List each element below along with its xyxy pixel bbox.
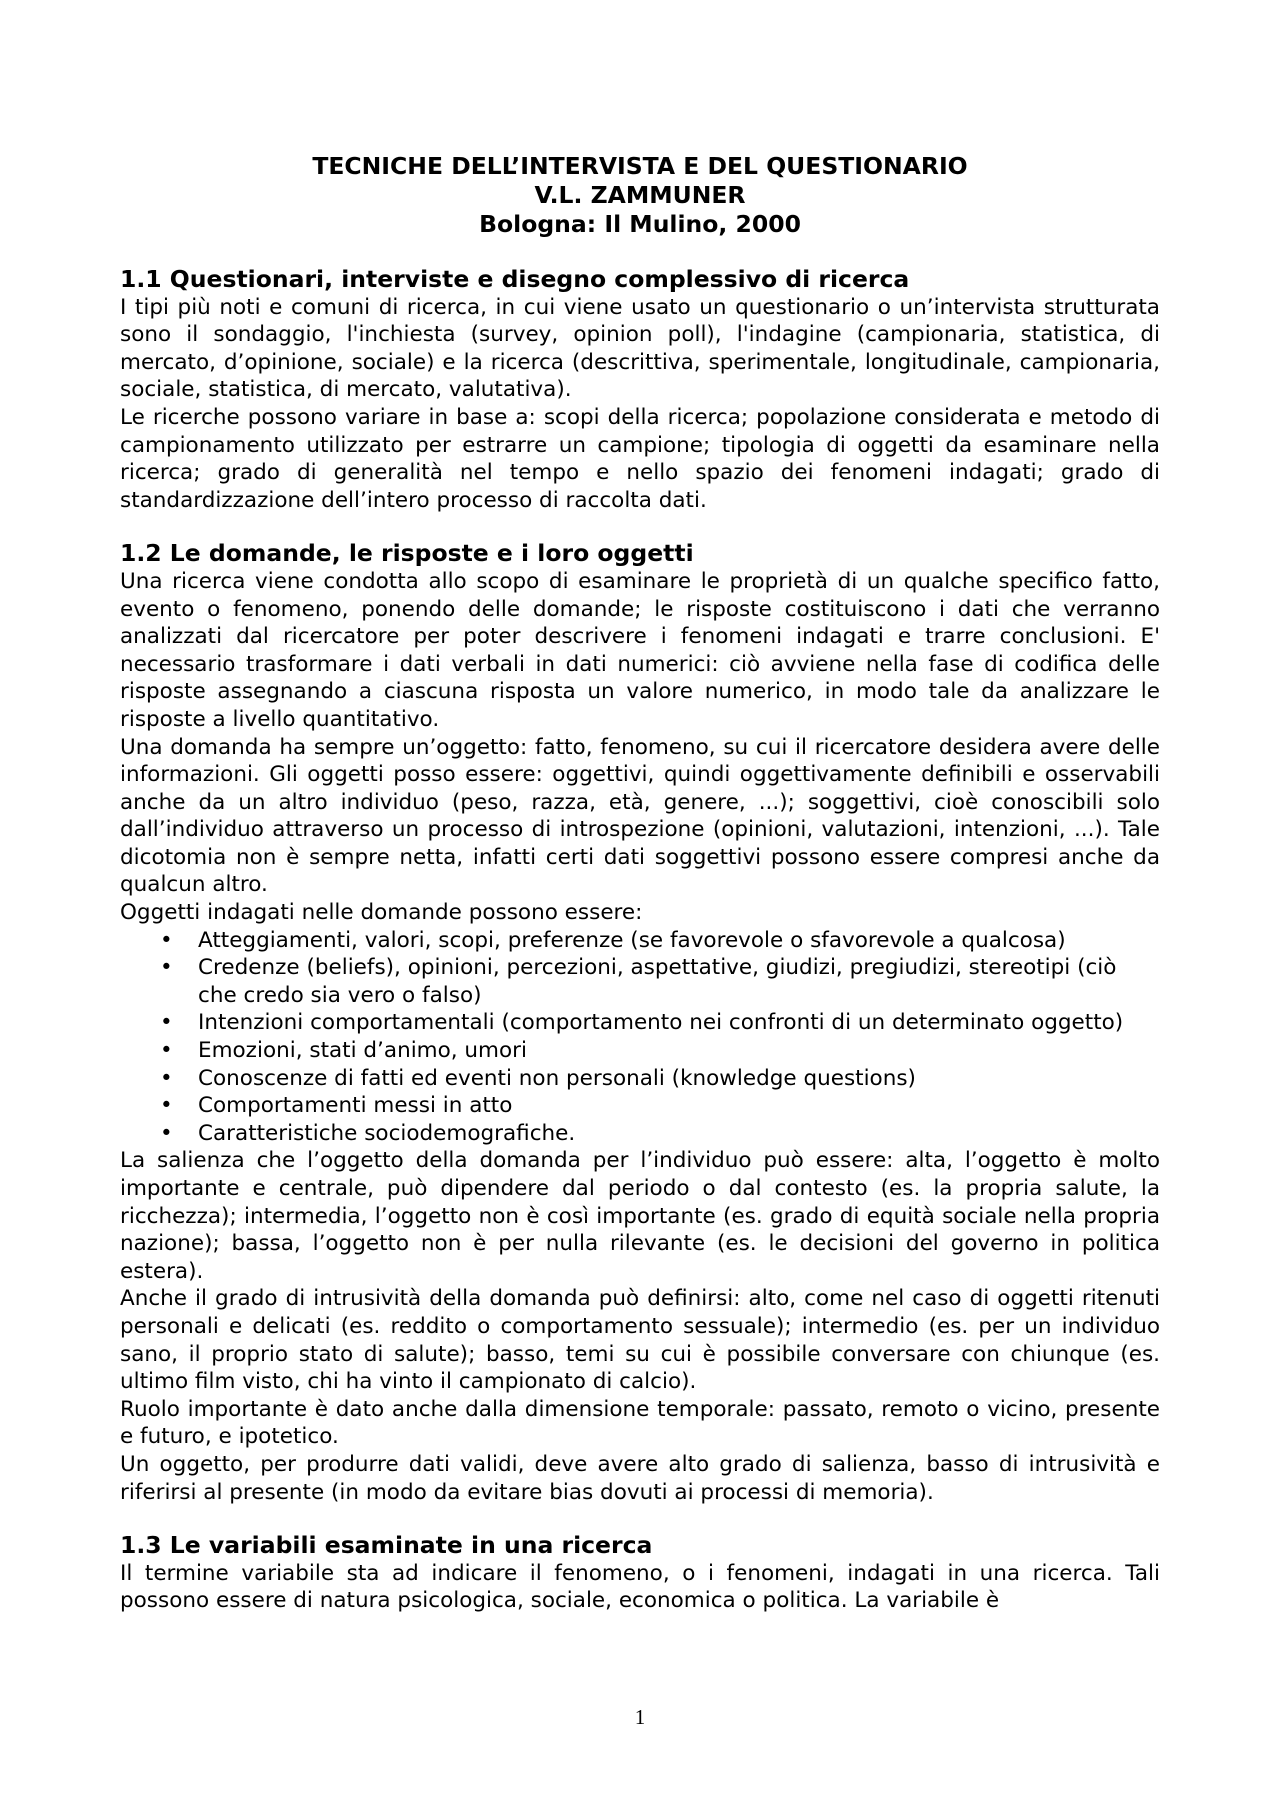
bullet-list	[120, 927, 1160, 1148]
document-publisher: Bologna: Il Mulino, 2000	[479, 210, 801, 238]
document-author: V.L. ZAMMUNER	[534, 181, 746, 209]
list-item	[120, 1037, 1160, 1065]
list-item-text: Atteggiamenti, valori, scopi, preferenze (se favorevole o sfavorevole a qualcosa)	[198, 927, 1066, 953]
list-item-text: Caratteristiche sociodemografiche.	[198, 1120, 576, 1146]
paragraph: La salienza che l’oggetto della domanda per l’individuo può essere: alta, l’oggetto è molto importante e centrale, può dipendere dal periodo o dal contesto (es. la propria salute, la ricchezza); intermedia, l’oggetto non è così importante (es. grado di equità sociale nella propria nazione); bassa, l’oggetto non è per nulla rilevante (es. le decisioni del governo in politica estera).	[120, 1148, 1160, 1284]
list-item-text: Credenze (beliefs), opinioni, percezioni, aspettative, giudizi, pregiudizi, stereotipi (ciò che credo sia vero o falso)	[198, 955, 1117, 1008]
bullet-icon: •	[160, 1120, 173, 1146]
paragraph: Ruolo importante è dato anche dalla dimensione temporale: passato, remoto o vicino, presente e futuro, e ipotetico.	[120, 1396, 1160, 1450]
list-item	[120, 1009, 1160, 1037]
bullet-icon: •	[160, 1010, 173, 1036]
section-heading-1-3: 1.3 Le variabili esaminate in una ricerca	[120, 1531, 653, 1560]
section-heading-1-1: 1.1 Questionari, interviste e disegno complessivo di ricerca	[120, 265, 910, 293]
bullet-icon: •	[160, 1093, 173, 1119]
paragraph: Oggetti indagati nelle domande possono essere:	[120, 900, 643, 926]
bullet-icon: •	[160, 927, 173, 953]
list-item	[120, 954, 1160, 1009]
section-heading-1-2: 1.2 Le domande, le risposte e i loro oggetti	[120, 539, 694, 568]
list-item-text: Intenzioni comportamentali (comportamento nei confronti di un determinato oggetto)	[198, 1010, 1124, 1036]
bullet-icon: •	[160, 1038, 173, 1064]
list-item-text: Conoscenze di fatti ed eventi non personali (knowledge questions)	[198, 1065, 916, 1091]
list-item	[120, 1120, 1160, 1148]
list-item-text: Comportamenti messi in atto	[198, 1093, 513, 1119]
list-item	[120, 927, 1160, 955]
paragraph: Anche il grado di intrusività della domanda può definirsi: alto, come nel caso di oggetti ritenuti personali e delicati (es. reddito o comportamento sessuale); intermedio (es. per un individuo sano, il proprio stato di salute); basso, temi su cui è possibile conversare con chiunque (es. ultimo film visto, chi ha vinto il campionato di calcio).	[120, 1286, 1160, 1395]
list-item	[120, 1065, 1160, 1093]
bullet-icon: •	[160, 955, 173, 981]
paragraph: Una ricerca viene condotta allo scopo di esaminare le proprietà di un qualche specifico fatto, evento o fenomeno, ponendo delle domande; le risposte costituiscono i dati che verranno analizzati dal ricercatore per poter descrivere i fenomeni indagati e trarre conclusioni. E' necessario trasformare i dati verbali in dati numerici: ciò avviene nella fase di codifica delle risposte assegnando a ciascuna risposta un valore numerico, in modo tale da analizzare le risposte a livello quantitativo.	[120, 568, 1160, 732]
bullet-icon: •	[160, 1065, 173, 1091]
paragraph: Le ricerche possono variare in base a: scopi della ricerca; popolazione considerata e metodo di campionamento utilizzato per estrarre un campione; tipologia di oggetti da esaminare nella ricerca; grado di generalità nel tempo e nello spazio dei fenomeni indagati; grado di standardizzazione dell’intero processo di raccolta dati.	[120, 404, 1160, 513]
document-title: TECNICHE DELL’INTERVISTA E DEL QUESTIONARIO	[312, 152, 968, 180]
list-item-text: Emozioni, stati d’animo, umori	[198, 1038, 527, 1064]
paragraph: I tipi più noti e comuni di ricerca, in cui viene usato un questionario o un’intervista strutturata sono il sondaggio, l'inchiesta (survey, opinion poll), l'indagine (campionaria, statistica, di mercato, d’opinione, sociale) e la ricerca (descrittiva, sperimentale, longitudinale, campionaria, sociale, statistica, di mercato, valutativa).	[120, 294, 1160, 403]
list-item	[120, 1092, 1160, 1120]
page-number: 1	[634, 1705, 646, 1729]
page-content	[120, 152, 1160, 1615]
paragraph: Un oggetto, per produrre dati validi, deve avere alto grado di salienza, basso di intrusività e riferirsi al presente (in modo da evitare bias dovuti ai processi di memoria).	[120, 1451, 1160, 1505]
paragraph: Il termine variabile sta ad indicare il fenomeno, o i fenomeni, indagati in una ricerca. Tali possono essere di natura psicologica, sociale, economica o politica. La variabile è	[120, 1560, 1160, 1614]
paragraph: Una domanda ha sempre un’oggetto: fatto, fenomeno, su cui il ricercatore desidera avere delle informazioni. Gli oggetti posso essere: oggettivi, quindi oggettivamente definibili e osservabili anche da un altro individuo (peso, razza, età, genere, ...); soggettivi, cioè conoscibili solo dall’individuo attraverso un processo di introspezione (opinioni, valutazioni, intenzioni, ...). Tale dicotomia non è sempre netta, infatti certi dati soggettivi possono essere compresi anche da qualcun altro.	[120, 734, 1160, 898]
